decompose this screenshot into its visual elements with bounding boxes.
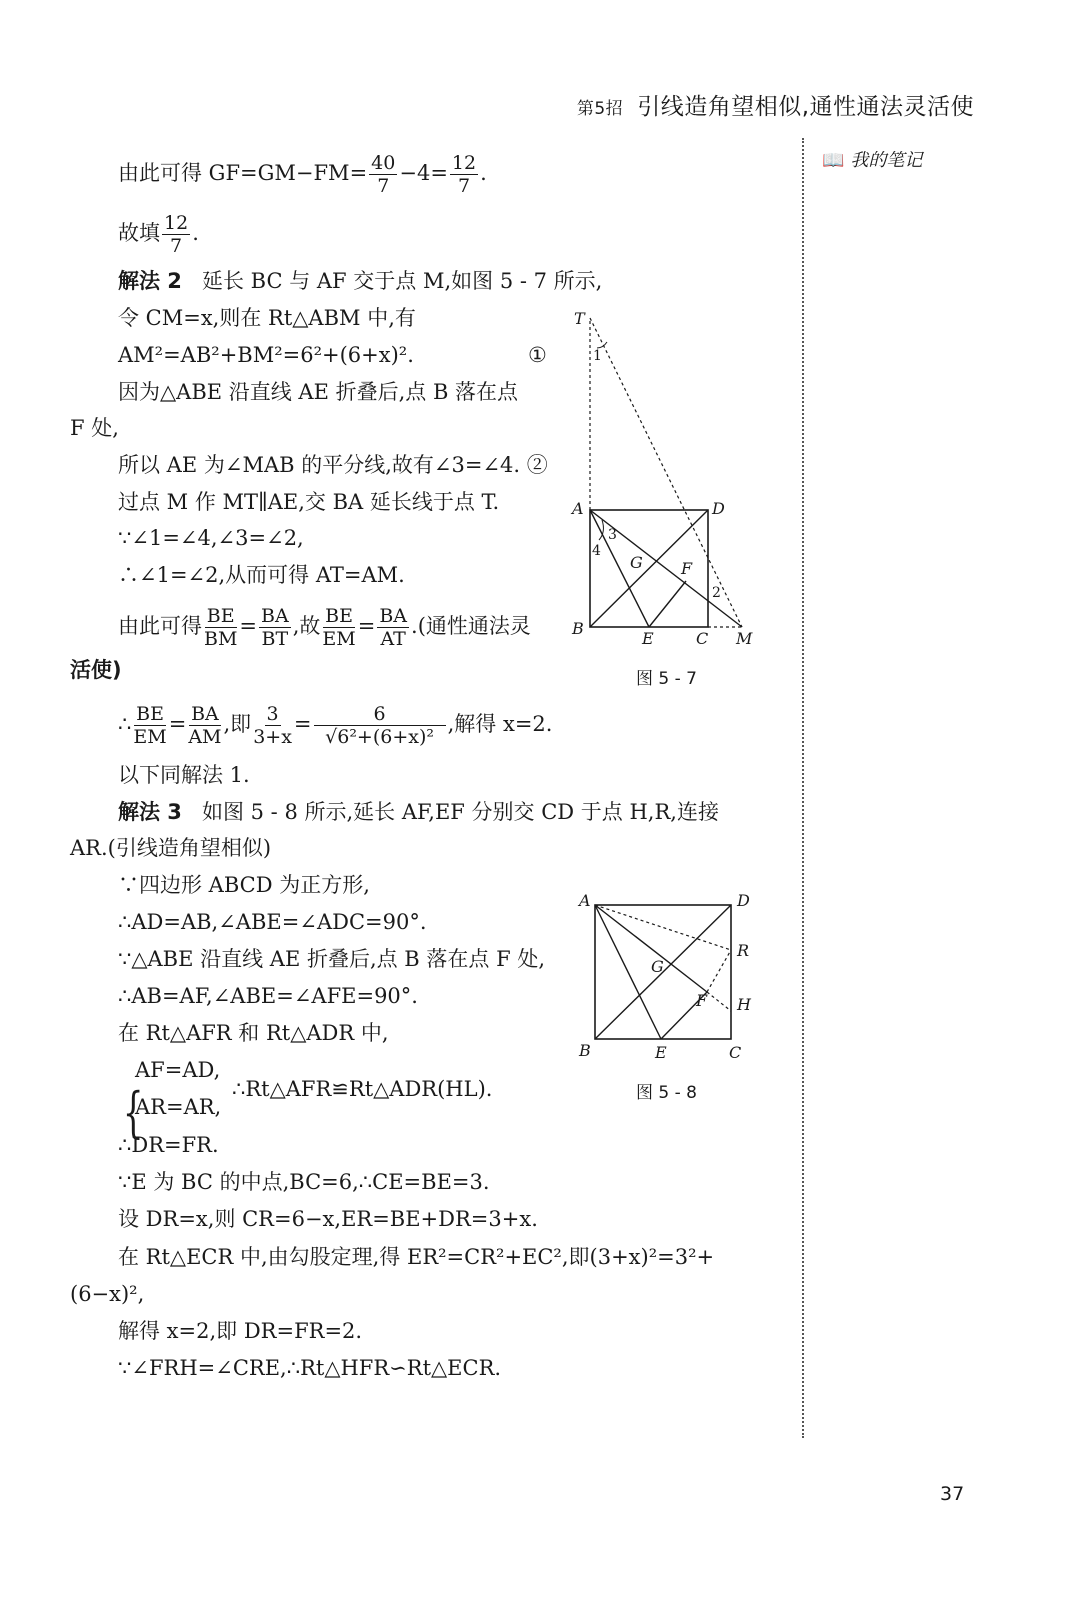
label-H: H bbox=[737, 995, 751, 1014]
method-3-heading: 解法 3 如图 5 - 8 所示,延长 AF,EF 分别交 CD 于点 H,R,连接 bbox=[118, 800, 719, 824]
label-E: E bbox=[642, 629, 654, 648]
figure-5-8-caption: 图 5 - 8 bbox=[636, 1083, 697, 1103]
system-brace: { bbox=[122, 1081, 144, 1144]
line-10: ∵∠1=∠4,∠3=∠2, bbox=[118, 526, 304, 550]
line-21: ∴AB=AF,∠ABE=∠AFE=90°. bbox=[118, 984, 418, 1008]
label-C: C bbox=[729, 1043, 742, 1062]
fraction: $\frac{12}{7}$ bbox=[451, 152, 477, 197]
line-11: ∴∠1=∠2,从而可得 AT=AM. bbox=[118, 563, 405, 587]
label-D: D bbox=[737, 891, 750, 910]
line-23a: AF=AD, bbox=[135, 1058, 221, 1082]
label-A: A bbox=[579, 891, 591, 910]
line-8: 所以 AE 为∠MAB 的平分线,故有∠3=∠4. ② bbox=[118, 453, 548, 477]
line-18: ∵四边形 ABCD 为正方形, bbox=[118, 873, 370, 897]
label-angle-2: 2 bbox=[712, 585, 721, 601]
label-G: G bbox=[651, 957, 664, 976]
line-19: ∴AD=AB,∠ABE=∠ADC=90°. bbox=[118, 910, 427, 934]
label-B: B bbox=[579, 1041, 591, 1060]
line-tm bbox=[590, 318, 742, 627]
line-fh bbox=[707, 992, 731, 1011]
line-13: 活使) bbox=[70, 658, 122, 682]
line-ef bbox=[649, 581, 686, 627]
line-af bbox=[595, 905, 707, 992]
line-2: 故填 $\frac{12}{7}$ . bbox=[118, 212, 199, 257]
line-23c: ∴Rt△AFR≌Rt△ADR(HL). bbox=[232, 1077, 493, 1101]
label-angle-1: 1 bbox=[593, 348, 602, 364]
method-2-heading: 解法 2 延长 BC 与 AF 交于点 M,如图 5 - 7 所示, bbox=[118, 269, 603, 293]
line-30: ∵∠FRH=∠CRE,∴Rt△HFR∽Rt△ECR. bbox=[118, 1356, 502, 1380]
line-23b: AR=AR, bbox=[135, 1095, 222, 1119]
book-icon: 📖 bbox=[822, 150, 845, 171]
notes-label bbox=[822, 146, 922, 172]
label-angle-4: 4 bbox=[592, 543, 601, 559]
label-B: B bbox=[572, 619, 584, 638]
line-25: ∵E 为 BC 的中点,BC=6,∴CE=BE=3. bbox=[118, 1170, 490, 1194]
line-22: 在 Rt△AFR 和 Rt△ADR 中, bbox=[118, 1021, 389, 1045]
line-14: ∴ $\frac{BE}{EM}$ = $\frac{BA}{AM}$ ,即 $\frac{3}{3+x}$ = $\frac{6}{\text{√6²+(6+x)²}}$ ,解得 x=2. bbox=[118, 703, 553, 748]
notes-text: 我的笔记 bbox=[850, 150, 923, 171]
line-9: 过点 M 作 MT∥AE,交 BA 延长线于点 T. bbox=[118, 490, 500, 514]
equation-mark-1: ① bbox=[528, 343, 547, 367]
line-28: (6−x)², bbox=[70, 1282, 145, 1306]
line-5: AM²=AB²+BM²=6²+(6+x)². bbox=[118, 343, 414, 367]
line-20: ∵△ABE 沿直线 AE 折叠后,点 B 落在点 F 处, bbox=[118, 947, 546, 971]
line-15: 以下同解法 1. bbox=[118, 763, 250, 787]
line-29: 解得 x=2,即 DR=FR=2. bbox=[118, 1319, 363, 1343]
line-24: ∴DR=FR. bbox=[118, 1133, 219, 1157]
running-header bbox=[577, 88, 974, 121]
label-G: G bbox=[630, 553, 643, 572]
line-12: 由此可得 $\frac{BE}{BM}$ = $\frac{BA}{BT}$ ,故 $\frac{BE}{EM}$ = $\frac{BA}{AT}$ .(通性通法灵 bbox=[118, 605, 531, 650]
fraction: $\frac{40}{7}$ bbox=[371, 152, 396, 197]
label-F: F bbox=[696, 991, 708, 1010]
line-6: 因为△ABE 沿直线 AE 折叠后,点 B 落在点 bbox=[118, 380, 519, 404]
page-number: 37 bbox=[940, 1483, 965, 1505]
label-M: M bbox=[736, 629, 753, 648]
figure-5-7 bbox=[570, 310, 770, 655]
line-4: 令 CM=x,则在 Rt△ABM 中,有 bbox=[118, 306, 416, 330]
line-fr bbox=[707, 950, 731, 992]
chapter-number: 第5招 bbox=[576, 99, 624, 119]
label-T: T bbox=[574, 310, 585, 328]
line-7: F 处, bbox=[70, 416, 119, 440]
line-1: 由此可得 GF=GM−FM= $\frac{40}{7}$ −4= $\frac{12}{7}$ . bbox=[118, 152, 487, 197]
figure-5-7-caption: 图 5 - 7 bbox=[636, 669, 697, 689]
notes-divider bbox=[802, 138, 804, 1438]
figure-5-8 bbox=[575, 888, 775, 1063]
label-F: F bbox=[681, 559, 693, 578]
label-D: D bbox=[712, 499, 725, 518]
label-A: A bbox=[572, 499, 584, 518]
label-E: E bbox=[655, 1043, 667, 1062]
label-C: C bbox=[696, 629, 709, 648]
label-R: R bbox=[737, 941, 750, 960]
line-17: AR.(引线造角望相似) bbox=[70, 836, 272, 860]
label-angle-3: 3 bbox=[608, 527, 617, 543]
line-ar bbox=[595, 905, 731, 950]
chapter-title: 引线造角望相似,通性通法灵活使 bbox=[637, 94, 974, 120]
line-27: 在 Rt△ECR 中,由勾股定理,得 ER²=CR²+EC²,即(3+x)²=3²+ bbox=[118, 1245, 715, 1269]
line-26: 设 DR=x,则 CR=6−x,ER=BE+DR=3+x. bbox=[118, 1207, 538, 1231]
fraction: $\frac{12}{7}$ bbox=[164, 212, 189, 257]
